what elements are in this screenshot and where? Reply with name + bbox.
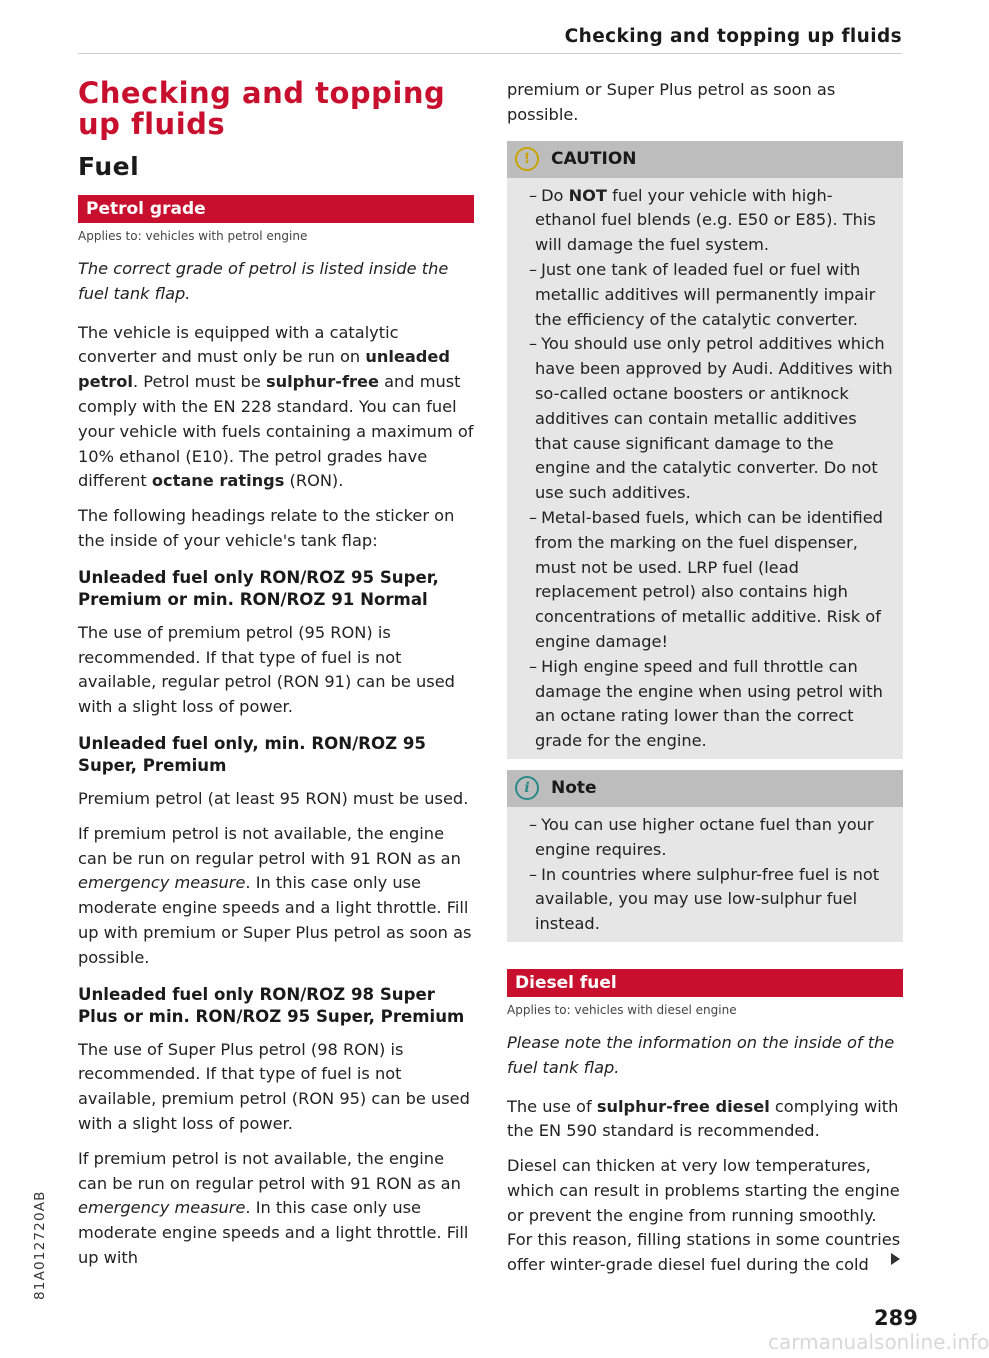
header-rule <box>78 53 902 54</box>
note-item: – In countries where sulphur-free fuel is not available, you may use low-sulphur fuel instead. <box>529 864 880 934</box>
document-code: 81A012720AB <box>32 1190 48 1300</box>
petrol-paragraph-1: The vehicle is equipped with a catalytic converter and must only be run on unleaded petrol. Petrol must be sulphur-free and must comply with the EN 228 standard. You can fuel your vehicle with fuels containing a maximum of 10% ethanol (E10). The petrol grades have different octane ratings (RON). <box>78 322 474 491</box>
caution-label: CAUTION <box>551 149 637 170</box>
right-column <box>507 78 903 1278</box>
caution-item: – Metal-based fuels, which can be identified from the marking on the fuel dispenser, must not be used. LRP fuel (lead replacement petrol) also contains high concentrations of metallic additive. Risk of engine damage! <box>529 507 883 651</box>
ron98-or-95-text: The use of Super Plus petrol (98 RON) is recommended. If that type of fuel is not available, premium petrol (RON 95) can be used with a slight loss of power. <box>78 1039 470 1133</box>
left-column <box>78 76 474 1271</box>
diesel-paragraph-1: The use of sulphur-free diesel complying with the EN 590 standard is recommended. <box>507 1096 899 1141</box>
caution-header <box>507 141 903 178</box>
heading-ron98-or-95: Unleaded fuel only RON/ROZ 98 Super Plus or min. RON/ROZ 95 Super, Premium <box>78 984 465 1026</box>
page-number: 289 <box>874 1306 918 1330</box>
running-header: Checking and topping up fluids <box>564 26 902 47</box>
min-ron95-emergency-text: If premium petrol is not available, the engine can be run on regular petrol with 91 RON as an emergency measure. In this case only use moderate engine speeds and a light throttle. Fill up with premium or Super Plus petrol as soon as possible. <box>78 823 472 967</box>
diesel-applies-note: Applies to: vehicles with diesel engine <box>507 1002 737 1017</box>
caution-box <box>507 141 903 759</box>
heading-min-ron95: Unleaded fuel only, min. RON/ROZ 95 Super, Premium <box>78 733 426 775</box>
watermark: carmanualsonline.info <box>768 1330 989 1354</box>
ron98-emergency-text: If premium petrol is not available, the engine can be run on regular petrol with 91 RON as an emergency measure. In this case only use moderate engine speeds and a light throttle. Fill up with <box>78 1148 469 1267</box>
petrol-paragraph-2: The following headings relate to the sticker on the inside of your vehicle's tank flap: <box>78 506 455 550</box>
heading-ron95-or-91: Unleaded fuel only RON/ROZ 95 Super, Premium or min. RON/ROZ 91 Normal <box>78 567 439 609</box>
caution-list <box>507 178 903 759</box>
triangle-right-icon <box>891 1253 900 1265</box>
petrol-applies-note: Applies to: vehicles with petrol engine <box>78 229 308 243</box>
petrol-intro: The correct grade of petrol is listed inside the fuel tank flap. <box>78 259 449 303</box>
continued-text: premium or Super Plus petrol as soon as possible. <box>507 80 836 124</box>
caution-item: – Just one tank of leaded fuel or fuel with metallic additives will permanently impair the efficiency of the catalytic converter. <box>529 259 876 329</box>
caution-item: – Do NOT fuel your vehicle with high-ethanol fuel blends (e.g. E50 or E85). This will damage the fuel system. <box>529 185 876 255</box>
caution-item: – High engine speed and full throttle can damage the engine when using petrol with an octane rating lower than the correct grade for the engine. <box>529 656 883 751</box>
info-circle-icon: i <box>515 776 539 800</box>
caution-item: – You should use only petrol additives which have been approved by Audi. Additives with so-called octane boosters or antiknock additives can contain metallic additives that cause significant damage to the engine and the catalytic converter. Do not use such additives. <box>529 334 893 503</box>
note-header <box>507 770 903 807</box>
diesel-fuel-bar: Diesel fuel <box>507 969 903 997</box>
ron95-or-91-text: The use of premium petrol (95 RON) is recommended. If that type of fuel is not available, regular petrol (RON 91) can be used with a slight loss of power. <box>78 622 455 717</box>
note-label: Note <box>551 778 597 799</box>
diesel-paragraph-2: Diesel can thicken at very low temperatures, which can result in problems starting the engine or prevent the engine from running smoothly. For this reason, filling stations in some countries offer winter-grade diesel fuel during the cold <box>507 1156 901 1275</box>
exclamation-circle-icon: ! <box>515 147 539 171</box>
note-box <box>507 770 903 942</box>
note-list <box>507 807 903 942</box>
note-item: – You can use higher octane fuel than your engine requires. <box>529 814 874 859</box>
section-heading-fuel: Fuel <box>78 152 140 181</box>
petrol-grade-bar: Petrol grade <box>78 195 474 223</box>
page-title: Checking and topping up fluids <box>78 76 446 141</box>
diesel-intro: Please note the information on the inside of the fuel tank flap. <box>507 1032 895 1077</box>
min-ron95-text: Premium petrol (at least 95 RON) must be used. <box>78 788 469 808</box>
